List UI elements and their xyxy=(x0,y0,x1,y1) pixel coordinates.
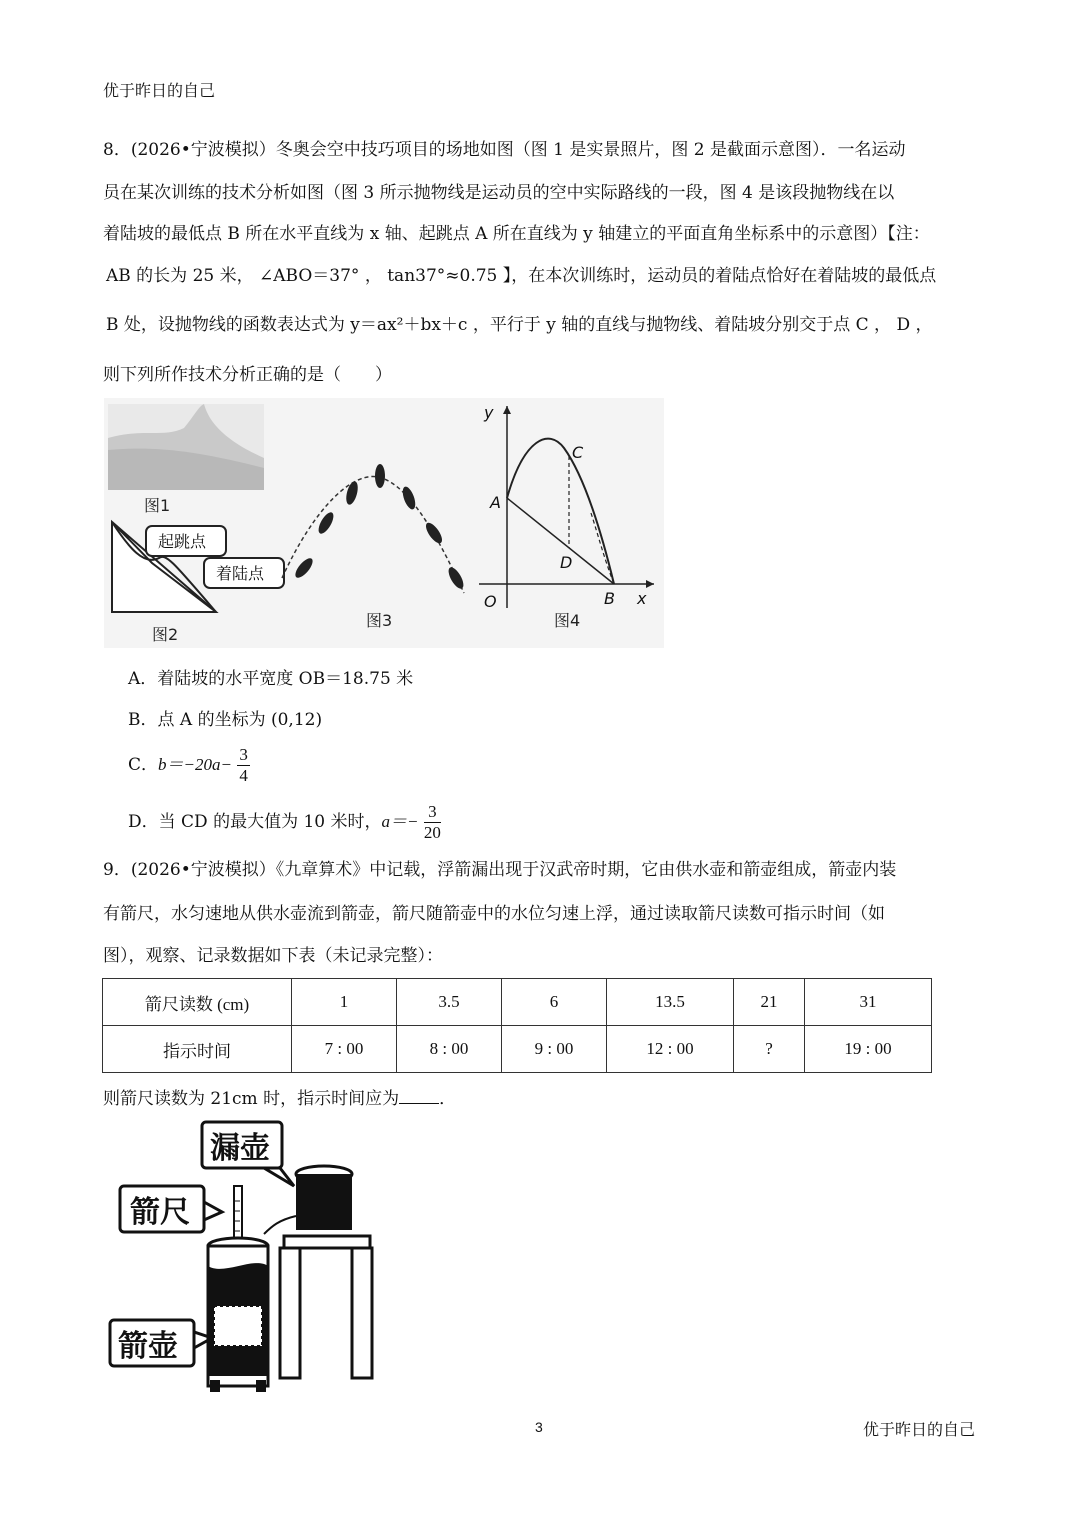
q9-question-text: 则箭尺读数为 21cm 时，指示时间应为 xyxy=(103,1089,400,1109)
page-number: 3 xyxy=(535,1419,543,1435)
q8-option-c-expr: b＝−20a− xyxy=(158,755,232,774)
q8-option-a: A．着陆坡的水平宽度 OB＝18.75 米 xyxy=(128,669,414,689)
ruler-label: 箭尺 xyxy=(130,1195,190,1230)
q8-option-c-prefix: C． xyxy=(128,755,159,775)
q8-option-c-numerator: 3 xyxy=(239,745,248,764)
fig4-point-a: A xyxy=(490,493,501,512)
answer-blank xyxy=(399,1087,439,1104)
fig4-caption: 图4 xyxy=(554,611,581,630)
q9-data-table xyxy=(102,978,932,1073)
q8-option-c xyxy=(128,745,250,786)
fig1-caption: 图1 xyxy=(144,496,171,515)
q9-line-3: 图），观察、记录数据如下表（未记录完整）： xyxy=(103,946,443,966)
vessel-label: 箭壶 xyxy=(118,1329,178,1364)
fig4-origin-label: O xyxy=(484,592,497,611)
q8-line-2: 员在某次训练的技术分析如图（图 3 所示抛物线是运动员的空中实际路线的一段，图 4 是该段抛物线在以 xyxy=(103,183,895,203)
landing-label: 着陆点 xyxy=(216,564,265,583)
fig2-caption: 图2 xyxy=(152,625,179,644)
q8-option-c-denominator: 4 xyxy=(239,766,248,785)
pot-label: 漏壶 xyxy=(210,1131,270,1166)
takeoff-label: 起跳点 xyxy=(158,532,207,551)
table-header-reading: 箭尺读数 (cm) xyxy=(103,979,292,1026)
table-cell: 19 : 00 xyxy=(805,1026,932,1073)
table-cell: 12 : 00 xyxy=(607,1026,734,1073)
table-row xyxy=(103,1026,932,1073)
q9-line-1: 9．(2026•宁波模拟）《九章算术》中记载，浮箭漏出现于汉武帝时期，它由供水壶和箭壶组成，箭壶内装 xyxy=(103,860,897,880)
q9-line-2: 有箭尺，水匀速地从供水壶流到箭壶，箭尺随箭壶中的水位匀速上浮，通过读取箭尺读数可指示时间（如 xyxy=(103,904,885,924)
q8-line-5: B 处，设抛物线的函数表达式为 y＝ax²＋bx＋c ，平行于 y 轴的直线与抛物线、着陆坡分别交于点 C ， D ， xyxy=(106,315,933,335)
fig4-point-c: C xyxy=(572,443,584,462)
table-row xyxy=(103,979,932,1026)
q8-option-d-denominator: 20 xyxy=(423,823,441,842)
q9-water-clock-figure xyxy=(104,1116,394,1396)
q8-option-b: B．点 A 的坐标为 (0,12) xyxy=(128,710,323,730)
q8-line-4: AB 的长为 25 米， ∠ABO＝37° ， tan37°≈0.75 】，在本次训练时，运动员的着陆点恰好在着陆坡的最低点 xyxy=(106,266,937,286)
q9-question-end: ． xyxy=(439,1089,457,1109)
table-cell: 9 : 00 xyxy=(502,1026,607,1073)
fig4-point-b: B xyxy=(604,589,615,608)
fig3-caption: 图3 xyxy=(366,611,393,630)
q8-figures xyxy=(104,398,664,648)
q8-line-6: 则下列所作技术分析正确的是（ ） xyxy=(103,365,392,385)
q8-line-3: 着陆坡的最低点 B 所在水平直线为 x 轴、起跳点 A 所在直线为 y 轴建立的平面直角坐标系中的示意图）【注： xyxy=(103,224,930,244)
table-cell: 7 : 00 xyxy=(292,1026,397,1073)
table-cell: 3.5 xyxy=(397,979,502,1026)
q8-option-d-fraction xyxy=(424,802,441,843)
q8-option-d-prefix: D．当 CD 的最大值为 10 米时， xyxy=(128,812,382,832)
table-cell: ? xyxy=(734,1026,805,1073)
q9-question xyxy=(103,1087,456,1108)
table-cell: 6 xyxy=(502,979,607,1026)
table-cell: 1 xyxy=(292,979,397,1026)
page-header: 优于昨日的自己 xyxy=(103,81,216,100)
table-cell: 13.5 xyxy=(607,979,734,1026)
table-cell: 31 xyxy=(805,979,932,1026)
page-footer: 优于昨日的自己 xyxy=(863,1420,976,1439)
q8-option-d-numerator: 3 xyxy=(424,802,441,823)
table-cell: 8 : 00 xyxy=(397,1026,502,1073)
table-header-time: 指示时间 xyxy=(103,1026,292,1073)
fig4-x-label: x xyxy=(637,589,647,608)
q8-option-d xyxy=(128,802,441,843)
fig4-point-d: D xyxy=(560,553,573,572)
q8-line-1: 8．(2026•宁波模拟）冬奥会空中技巧项目的场地如图（图 1 是实景照片，图 2 是截面示意图）．一名运动 xyxy=(103,140,906,160)
q8-option-d-expr: a＝− xyxy=(381,812,419,831)
table-cell: 21 xyxy=(734,979,805,1026)
fig4-y-label: y xyxy=(484,403,494,422)
q8-option-c-fraction xyxy=(237,745,250,786)
